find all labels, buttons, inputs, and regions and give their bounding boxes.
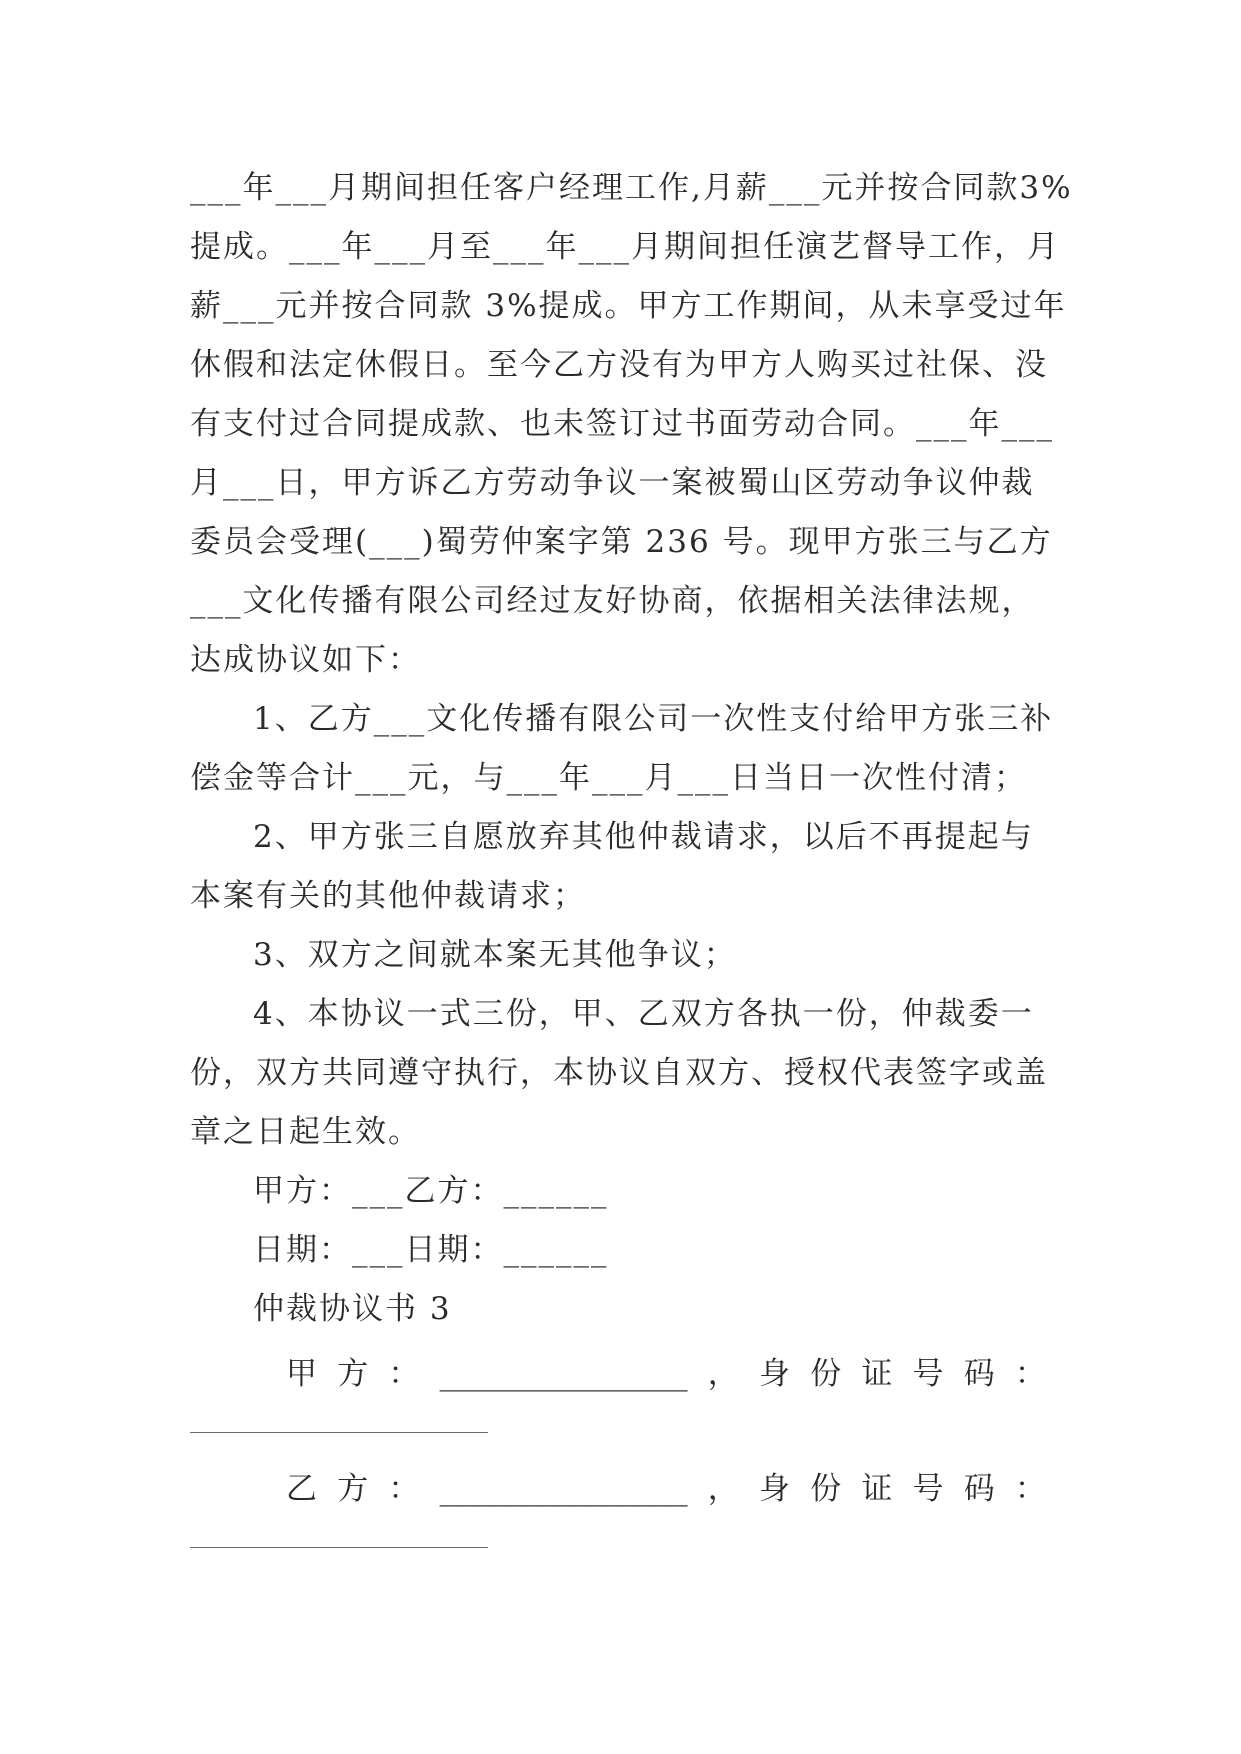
paragraph-line: 月___日，甲方诉乙方劳动争议一案被蜀山区劳动争议仲裁: [190, 465, 1035, 501]
party-b-text: 码: [963, 1471, 995, 1507]
party-b-name-blank: ________________: [439, 1471, 688, 1507]
party-b-text: ：: [1014, 1471, 1046, 1507]
clause-2-line-2: 本案有关的其他仲裁请求；: [190, 878, 586, 914]
clause-2-line-1: 2、甲方张三自愿放弃其他仲裁请求，以后不再提起与: [253, 819, 1034, 855]
section-title: 仲裁协议书 3: [253, 1291, 452, 1327]
party-a-text: ，: [707, 1356, 739, 1392]
party-a-text: 份: [810, 1356, 842, 1392]
paragraph-line: 有支付过合同提成款、也未签订过书面劳动合同。___年___: [190, 406, 1054, 442]
signature-party-line: 甲方：___乙方：______: [253, 1173, 609, 1209]
party-a-id-line: [286, 1354, 1046, 1394]
paragraph-line: 薪___元并按合同款 3%提成。甲方工作期间，从未享受过年: [190, 288, 1067, 324]
party-b-text: 方: [337, 1471, 369, 1507]
party-a-text: 号: [912, 1356, 944, 1392]
party-a-text: 甲: [286, 1356, 317, 1392]
party-b-text: 身: [758, 1471, 790, 1507]
party-a-text: ：: [388, 1356, 420, 1392]
party-b-text: 份: [810, 1471, 842, 1507]
clause-4-line-3: 章之日起生效。: [190, 1114, 421, 1150]
party-b-text: 证: [861, 1471, 893, 1507]
party-b-text: 号: [912, 1471, 944, 1507]
clause-3-line-1: 3、双方之间就本案无其他争议；: [253, 937, 737, 973]
party-a-text: 方: [337, 1356, 369, 1392]
clause-4-line-1: 4、本协议一式三份，甲、乙双方各执一份，仲裁委一: [253, 996, 1034, 1032]
paragraph-line: ___年___月期间担任客户经理工作,月薪___元并按合同款3%: [190, 170, 1073, 206]
clause-1-line-1: 1、乙方___文化传播有限公司一次性支付给甲方张三补: [253, 701, 1054, 737]
party-a-name-blank: ________________: [439, 1356, 688, 1392]
party-a-text: 身: [758, 1356, 790, 1392]
paragraph-line: 委员会受理(___)蜀劳仲案字第 236 号。现甲方张三与乙方: [190, 524, 1053, 560]
paragraph-line: ___文化传播有限公司经过友好协商，依据相关法律法规，: [190, 583, 1035, 619]
party-a-text: 证: [861, 1356, 893, 1392]
party-b-text: ，: [707, 1471, 739, 1507]
signature-date-line: 日期：___日期：______: [253, 1232, 609, 1268]
paragraph-line: 休假和法定休假日。至今乙方没有为甲方人购买过社保、没: [190, 347, 1048, 383]
party-b-id-blank: [190, 1547, 488, 1548]
party-b-id-line: [286, 1469, 1046, 1509]
clause-1-line-2: 偿金等合计___元，与___年___月___日当日一次性付清；: [190, 760, 1027, 796]
clause-4-line-2: 份，双方共同遵守执行，本协议自双方、授权代表签字或盖: [190, 1055, 1048, 1091]
party-a-id-blank: [190, 1432, 488, 1433]
party-b-text: ：: [388, 1471, 420, 1507]
party-b-text: 乙: [286, 1471, 317, 1507]
paragraph-line: 提成。___年___月至___年___月期间担任演艺督导工作，月: [190, 229, 1060, 265]
paragraph-line: 达成协议如下：: [190, 642, 421, 678]
party-a-text: 码: [963, 1356, 995, 1392]
party-a-text: ：: [1014, 1356, 1046, 1392]
